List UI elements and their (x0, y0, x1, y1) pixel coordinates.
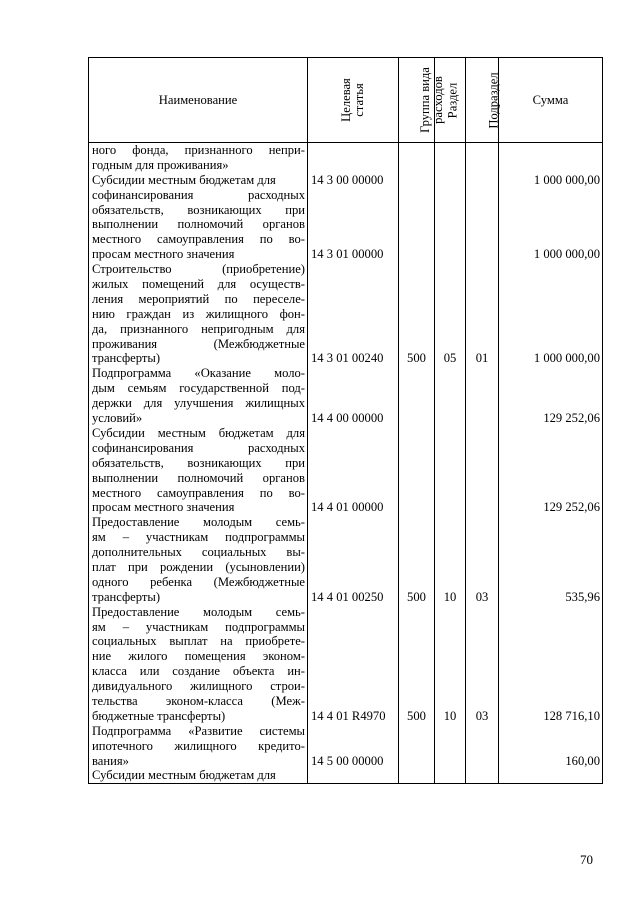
row-target-article (308, 768, 399, 783)
table-row (89, 173, 603, 188)
table-row (89, 768, 603, 783)
row-amount (499, 768, 603, 783)
name-line: просам местного значения (92, 500, 235, 515)
name-line: жилых помещений для осуществ- (92, 277, 305, 292)
name-line: Подпрограмма «Развитие системы (92, 723, 305, 738)
row-target-article: 14 5 00 00000 (308, 724, 399, 769)
row-expense-group (399, 366, 435, 426)
name-line: Строительство (приобретение) (92, 262, 305, 277)
row-section (435, 188, 466, 262)
name-line: класса или создание объекта ин- (92, 664, 305, 679)
name-line: ного фонда, признанного непри- (92, 143, 305, 157)
row-name (89, 366, 308, 426)
row-section (435, 724, 466, 769)
row-target-article: 14 3 01 00240 (308, 262, 399, 366)
name-line: одного ребенка (Межбюджетные (92, 574, 305, 589)
name-line: трансферты) (92, 351, 161, 366)
name-line: трансферты) (92, 589, 161, 604)
row-subsection: 01 (466, 262, 499, 366)
row-name (89, 173, 308, 188)
name-line: ипотечного жилищного кредито- (92, 738, 305, 753)
row-section: 10 (435, 515, 466, 604)
row-name (89, 426, 308, 515)
name-line: ления мероприятий по переселе- (92, 291, 305, 306)
row-expense-group (399, 426, 435, 515)
table-row (89, 262, 603, 366)
row-amount: 1 000 000,00 (499, 188, 603, 262)
name-line: дым семьям государственной под- (92, 381, 305, 396)
name-line: проживания (Межбюджетные (92, 336, 305, 351)
name-line: ние жилого помещения эконом- (92, 649, 305, 664)
header-name: Наименование (89, 58, 308, 143)
row-name (89, 262, 308, 366)
name-line: условий» (92, 411, 143, 426)
row-name (89, 724, 308, 769)
name-line: Субсидии местным бюджетам для (92, 425, 305, 440)
row-name (89, 143, 308, 173)
row-amount: 1 000 000,00 (499, 173, 603, 188)
row-amount (499, 143, 603, 173)
name-line: держки для улучшения жилищных (92, 396, 305, 411)
name-line: плат при рождении (усыновлении) (92, 559, 305, 574)
table-row (89, 143, 603, 173)
row-subsection (466, 426, 499, 515)
row-amount: 535,96 (499, 515, 603, 604)
row-name (89, 605, 308, 724)
row-expense-group: 500 (399, 605, 435, 724)
row-expense-group: 500 (399, 515, 435, 604)
name-line: годным для проживания» (92, 157, 229, 172)
row-amount: 160,00 (499, 724, 603, 769)
header-subsection: Подраздел (466, 58, 499, 143)
name-line: просам местного значения (92, 247, 235, 262)
row-name (89, 188, 308, 262)
name-line: нию граждан из жилищного фон- (92, 306, 305, 321)
row-expense-group (399, 768, 435, 783)
header-expense-group: Группа вида расходов (399, 58, 435, 143)
row-section (435, 426, 466, 515)
name-line: бюджетные трансферты) (92, 708, 226, 723)
header-target-article: Целевая статья (308, 58, 399, 143)
row-name (89, 515, 308, 604)
row-target-article: 14 4 00 00000 (308, 366, 399, 426)
name-line: да, признанного непригодным для (92, 321, 305, 336)
row-target-article: 14 4 01 R4970 (308, 605, 399, 724)
row-section (435, 768, 466, 783)
table-row (89, 515, 603, 604)
row-section: 10 (435, 605, 466, 724)
header-section: Раздел (435, 58, 466, 143)
name-line: дивидуального жилищного строи- (92, 679, 305, 694)
row-amount: 1 000 000,00 (499, 262, 603, 366)
row-section: 05 (435, 262, 466, 366)
row-subsection (466, 188, 499, 262)
row-target-article: 14 3 00 00000 (308, 173, 399, 188)
name-line: ям – участникам подпрограммы (92, 619, 305, 634)
row-target-article (308, 143, 399, 173)
row-target-article: 14 3 01 00000 (308, 188, 399, 262)
row-section (435, 143, 466, 173)
row-expense-group (399, 188, 435, 262)
header-row (89, 58, 603, 143)
name-line: социальных выплат на приобрете- (92, 634, 305, 649)
row-subsection (466, 366, 499, 426)
row-subsection (466, 768, 499, 783)
budget-table (88, 57, 603, 784)
table-row (89, 426, 603, 515)
row-expense-group (399, 143, 435, 173)
header-amount: Сумма (499, 58, 603, 143)
name-line: Предоставление молодым семь- (92, 604, 305, 619)
name-line: Субсидии местным бюджетам для (92, 768, 276, 783)
name-line: Предоставление молодым семь- (92, 515, 305, 530)
row-amount: 129 252,06 (499, 426, 603, 515)
row-name (89, 768, 308, 783)
row-expense-group (399, 724, 435, 769)
name-line: выполнении полномочий органов (92, 217, 305, 232)
name-line: обязательств, возникающих при (92, 455, 305, 470)
name-line: софинансирования расходных (92, 440, 305, 455)
row-subsection (466, 143, 499, 173)
name-line: ям – участникам подпрограммы (92, 530, 305, 545)
row-subsection: 03 (466, 605, 499, 724)
page-number: 70 (580, 852, 593, 867)
name-line: софинансирования расходных (92, 187, 305, 202)
name-line: Субсидии местным бюджетам для (92, 172, 276, 187)
name-line: выполнении полномочий органов (92, 470, 305, 485)
row-target-article: 14 4 01 00000 (308, 426, 399, 515)
row-section (435, 173, 466, 188)
name-line: тельства эконом-класса (Меж- (92, 693, 305, 708)
name-line: местного самоуправления по во- (92, 485, 305, 500)
row-subsection (466, 173, 499, 188)
name-line: вания» (92, 753, 129, 768)
table-row (89, 605, 603, 724)
row-target-article: 14 4 01 00250 (308, 515, 399, 604)
row-amount: 128 716,10 (499, 605, 603, 724)
row-section (435, 366, 466, 426)
row-subsection: 03 (466, 515, 499, 604)
row-subsection (466, 724, 499, 769)
row-expense-group (399, 173, 435, 188)
name-line: местного самоуправления по во- (92, 232, 305, 247)
name-line: дополнительных социальных вы- (92, 545, 305, 560)
row-expense-group: 500 (399, 262, 435, 366)
name-line: Подпрограмма «Оказание моло- (92, 366, 305, 381)
table-row (89, 724, 603, 769)
row-amount: 129 252,06 (499, 366, 603, 426)
name-line: обязательств, возникающих при (92, 202, 305, 217)
table-row (89, 188, 603, 262)
table-row (89, 366, 603, 426)
